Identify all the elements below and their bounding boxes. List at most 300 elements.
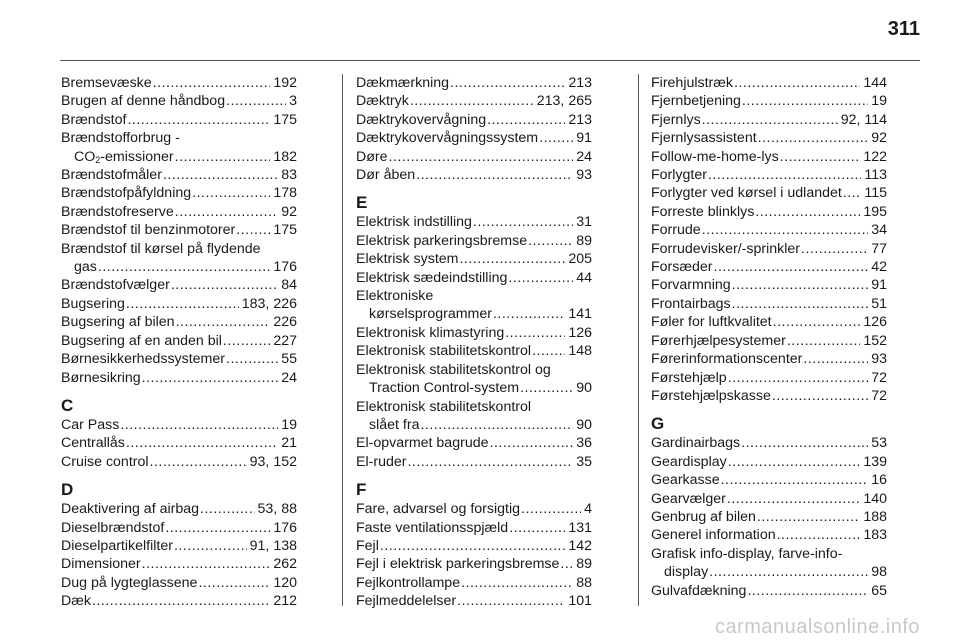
leader-dots	[560, 555, 573, 573]
index-entry-label	[74, 148, 174, 166]
index-entry-page: 93	[576, 167, 592, 184]
index-entry	[356, 416, 592, 434]
index-entry-label: Forvarmning	[651, 277, 731, 294]
index-entry	[61, 92, 297, 110]
index-entry-label: Forlygter	[651, 167, 707, 184]
index-entry	[61, 453, 297, 471]
index-entry-label: Fejlmeddelelser	[356, 593, 457, 610]
column-separator	[638, 74, 639, 606]
leader-dots	[843, 184, 862, 202]
index-entry	[356, 592, 592, 610]
index-entry-label: gas	[74, 259, 97, 276]
index-entry-page: 175	[273, 222, 297, 239]
label-subscript: 2	[95, 154, 101, 165]
section-letter: C	[61, 395, 74, 415]
index-entry-label: Gearvælger	[651, 490, 726, 507]
leader-dots	[192, 184, 270, 202]
index-entry-page: 144	[863, 75, 887, 91]
leader-dots	[728, 369, 869, 387]
index-entry-page: 175	[273, 111, 297, 128]
section-letter: F	[356, 480, 367, 500]
index-entry-page: 176	[273, 519, 297, 536]
index-entry-page: 31	[576, 214, 592, 231]
index-entry-label: Bremsevæske	[61, 75, 152, 91]
page-number: 311	[887, 18, 920, 40]
index-entry	[61, 500, 297, 518]
index-entry-page: 4	[584, 501, 592, 518]
leader-dots	[532, 342, 565, 360]
leader-dots	[142, 555, 271, 573]
leader-dots	[521, 500, 581, 518]
index-entry	[651, 387, 887, 405]
index-entry-label: Cruise control	[61, 453, 149, 470]
index-entry	[651, 74, 887, 92]
index-entry-label: Dækmærkning	[356, 75, 450, 91]
leader-dots	[171, 276, 278, 294]
leader-dots	[493, 305, 565, 323]
index-entry-label: Follow-me-home-lys	[651, 148, 779, 165]
index-entry-page: 89	[576, 232, 592, 249]
index-entry	[61, 555, 297, 573]
leader-dots	[120, 416, 278, 434]
index-entry	[651, 313, 887, 331]
index-entry	[61, 369, 297, 387]
index-column-3	[651, 74, 887, 600]
index-entry-label: Førerinformationscenter	[651, 351, 803, 368]
index-entry-label: Gardinairbags	[651, 435, 741, 452]
index-entry	[61, 166, 297, 184]
index-entry-page: 77	[871, 240, 887, 257]
leader-dots	[539, 129, 573, 147]
leader-dots	[198, 574, 270, 592]
index-entry-page: 92	[281, 203, 297, 220]
leader-dots	[473, 213, 573, 231]
index-entry-label: Elektronisk klimastyring	[356, 324, 505, 341]
index-entry-label: Forrudevisker/-sprinkler	[651, 240, 801, 257]
index-entry-page: 141	[568, 306, 592, 323]
index-entry-page: 19	[871, 93, 887, 110]
index-entry-page: 227	[273, 332, 297, 349]
index-entry-label: Centrallås	[61, 435, 125, 452]
index-entry	[61, 434, 297, 452]
leader-dots	[127, 111, 270, 129]
index-entry-label: Geardisplay	[651, 453, 727, 470]
index-entry-label: Brændstof	[61, 111, 127, 128]
leader-dots	[410, 92, 534, 110]
index-entry-page: 212	[273, 593, 297, 610]
index-entry-page: 188	[863, 508, 887, 525]
index-entry-page: 36	[576, 435, 592, 452]
leader-dots	[407, 453, 573, 471]
index-entry	[61, 592, 297, 610]
index-entry-page: 183	[863, 527, 887, 544]
index-entry-label: Dæk	[61, 593, 91, 610]
index-entry-label: Dør åben	[356, 167, 416, 184]
index-entry	[61, 276, 297, 294]
leader-dots	[714, 258, 869, 276]
index-entry	[61, 574, 297, 592]
index-entry	[651, 350, 887, 368]
leader-dots	[801, 240, 868, 258]
index-entry-page: 84	[281, 277, 297, 294]
index-entry	[356, 269, 592, 287]
index-entry	[651, 148, 887, 166]
index-entry-page: 42	[871, 259, 887, 276]
leader-dots	[727, 490, 860, 508]
index-entry	[651, 221, 887, 239]
index-entry-label: display	[664, 564, 709, 581]
leader-dots	[732, 295, 869, 313]
leader-dots	[755, 203, 860, 221]
index-entry	[61, 537, 297, 555]
index-entry	[651, 369, 887, 387]
index-entry-page: 51	[871, 295, 887, 312]
index-entry-page: 93, 152	[249, 453, 297, 470]
index-entry-label: kørselsprogrammer	[369, 306, 492, 323]
index-entry-page: 213, 265	[536, 93, 592, 110]
index-entry-page: 126	[568, 324, 592, 341]
index-entry-label: Bugsering af bilen	[61, 314, 175, 331]
index-entry	[356, 324, 592, 342]
leader-dots	[742, 92, 868, 110]
leader-dots	[728, 453, 861, 471]
index-entry	[651, 129, 887, 147]
index-entry-page: 139	[863, 453, 887, 470]
index-entry	[651, 332, 887, 350]
index-entry-page: 213	[568, 75, 592, 91]
index-entry-page: 53	[871, 435, 887, 452]
index-entry-label: El-ruder	[356, 453, 407, 470]
leader-dots	[773, 313, 861, 331]
index-entry-page: 148	[568, 343, 592, 360]
index-entry-label: Døre	[356, 148, 388, 165]
index-entry	[651, 166, 887, 184]
index-entry-page: 65	[871, 582, 887, 599]
index-entry-label: Børnesikkerhedssystemer	[61, 351, 225, 368]
index-entry	[356, 342, 592, 360]
index-entry-text: Brændstof til kørsel på flydende	[61, 240, 261, 257]
leader-dots	[459, 250, 565, 268]
index-entry	[356, 92, 592, 110]
leader-dots	[777, 526, 861, 544]
leader-dots	[702, 221, 869, 239]
index-entry-label: Elektrisk sædeindstilling	[356, 269, 508, 286]
index-entry-page: 92	[871, 130, 887, 147]
index-entry	[651, 258, 887, 276]
index-entry-page: 89	[576, 556, 592, 573]
index-entry	[61, 221, 297, 239]
index-entry	[356, 148, 592, 166]
index-entry-label: Bugsering af en anden bil	[61, 332, 222, 349]
index-entry	[356, 213, 592, 231]
index-entry-page: 183, 226	[241, 295, 297, 312]
index-entry-label: Fejl i elektrisk parkeringsbremse	[356, 556, 560, 573]
index-entry	[651, 276, 887, 294]
leader-dots	[741, 434, 868, 452]
index-entry-label: Brændstof til benzinmotorer	[61, 222, 236, 239]
index-entry	[651, 111, 887, 129]
leader-dots	[175, 148, 271, 166]
index-entry-page: 192	[273, 75, 297, 91]
index-entry-label: Gulvafdækning	[651, 582, 747, 599]
index-entry-page: 120	[273, 574, 297, 591]
index-entry-page: 72	[871, 387, 887, 404]
leader-dots	[732, 276, 869, 294]
index-entry-label: Dæktrykovervågningssystem	[356, 130, 539, 147]
index-entry-text: Brændstofforbrug -	[61, 130, 180, 147]
leader-dots	[457, 592, 565, 610]
index-entry	[356, 111, 592, 129]
index-column-1	[61, 74, 297, 611]
leader-dots	[758, 129, 869, 147]
leader-dots	[505, 324, 565, 342]
column-separator	[342, 74, 343, 606]
index-entry-page: 142	[568, 537, 592, 554]
index-entry	[61, 184, 297, 202]
leader-dots	[450, 74, 565, 92]
index-entry	[651, 203, 887, 221]
index-entry-label: Bugsering	[61, 295, 125, 312]
index-entry-label: Dimensioner	[61, 556, 141, 573]
index-entry	[356, 574, 592, 592]
index-entry-text: Elektronisk stabilitetskontrol og	[356, 361, 551, 378]
index-entry-label: Faste ventilationsspjæld	[356, 519, 509, 536]
index-entry	[61, 148, 297, 166]
index-entry-label: Firehjulstræk	[651, 75, 733, 91]
index-entry-page: 91	[871, 277, 887, 294]
leader-dots	[174, 537, 247, 555]
index-entry-label: Brændstofpåfyldning	[61, 185, 192, 202]
leader-dots	[803, 350, 868, 368]
leader-dots	[709, 563, 868, 581]
index-entry-label: Brændstofreserve	[61, 203, 174, 220]
index-entry-label: Gearkasse	[651, 472, 720, 489]
leader-dots	[163, 166, 278, 184]
index-entry-label: Føler for luftkvalitet	[651, 314, 772, 331]
index-entry-label: Fare, advarsel og forsigtig	[356, 501, 521, 518]
leader-dots	[420, 416, 573, 434]
section-letter: D	[61, 480, 74, 500]
index-entry-label: Dieselpartikelfilter	[61, 537, 173, 554]
index-entry-page: 91	[576, 130, 592, 147]
index-entry-page: 72	[871, 369, 887, 386]
index-entry-label: Car Pass	[61, 416, 120, 433]
index-entry-label: Forsæder	[651, 259, 713, 276]
index-entry-page: 205	[568, 251, 592, 268]
index-entry-label: Forlygter ved kørsel i udlandet	[651, 185, 842, 202]
leader-dots	[92, 592, 270, 610]
index-entry	[356, 305, 592, 323]
index-entry-label: Børnesikring	[61, 369, 141, 386]
leader-dots	[702, 111, 838, 129]
leader-dots	[126, 295, 239, 313]
index-entry	[356, 555, 592, 573]
index-column-2	[356, 74, 592, 611]
index-entry-page: 98	[871, 564, 887, 581]
section-letter: E	[356, 193, 368, 213]
index-entry	[651, 563, 887, 581]
index-entry-label: Brugen af denne håndbog	[61, 93, 226, 110]
index-entry	[356, 453, 592, 471]
index-entry	[651, 453, 887, 471]
index-entry	[356, 166, 592, 184]
index-entry	[61, 295, 297, 313]
index-entry-text: Elektronisk stabilitetskontrol	[356, 398, 532, 415]
index-entry-page: 262	[273, 556, 297, 573]
leader-dots	[508, 269, 573, 287]
leader-dots	[490, 434, 574, 452]
index-entry	[651, 295, 887, 313]
index-entry-label: Forrude	[651, 222, 701, 239]
index-entry-page: 131	[568, 519, 592, 536]
index-entry-label: slået fra	[369, 416, 420, 433]
leader-dots	[757, 508, 860, 526]
index-entry	[356, 74, 592, 92]
leader-dots	[380, 537, 565, 555]
leader-dots	[98, 258, 270, 276]
index-entry-page: 213	[568, 111, 592, 128]
index-entry	[651, 92, 887, 110]
index-entry	[61, 258, 297, 276]
index-entry	[356, 129, 592, 147]
index-entry-label: Dæktryk	[356, 93, 409, 110]
index-entry	[61, 332, 297, 350]
leader-dots	[787, 332, 861, 350]
index-entry-label: Frontairbags	[651, 295, 731, 312]
leader-dots	[153, 74, 271, 92]
leader-dots	[236, 221, 270, 239]
index-entry-page: 92, 114	[840, 111, 887, 128]
index-entry-label: Elektrisk parkeringsbremse	[356, 232, 528, 249]
index-entry-page: 19	[281, 416, 297, 433]
index-entry-label: Brændstofvælger	[61, 277, 170, 294]
index-entry-page: 44	[576, 269, 592, 286]
index-entry	[356, 434, 592, 452]
index-entry	[356, 232, 592, 250]
index-entry-label: Fejlkontrollampe	[356, 574, 461, 591]
index-entry	[356, 519, 592, 537]
index-entry-page: 16	[871, 472, 887, 489]
index-entry-page: 226	[273, 314, 297, 331]
index-entry-text: Grafisk info-display, farve-info-	[651, 545, 843, 562]
index-entry-label: Førstehjælp	[651, 369, 727, 386]
index-entry-label: Traction Control-system	[369, 380, 520, 397]
index-entry-label: Elektrisk system	[356, 251, 459, 268]
index-entry	[651, 471, 887, 489]
index-entry	[61, 313, 297, 331]
index-entry-page: 122	[863, 148, 887, 165]
label-part: CO	[74, 148, 96, 165]
leader-dots	[520, 379, 573, 397]
index-entry	[651, 184, 887, 202]
index-entry-page: 152	[863, 332, 887, 349]
index-entry-page: 140	[863, 490, 887, 507]
leader-dots	[416, 166, 573, 184]
index-entry	[651, 434, 887, 452]
index-entry-label: Elektrisk indstilling	[356, 214, 472, 231]
index-entry	[61, 74, 297, 92]
leader-dots	[780, 148, 861, 166]
index-entry-label: Dieselbrændstof	[61, 519, 165, 536]
leader-dots	[734, 74, 860, 92]
leader-dots	[176, 313, 271, 331]
index-entry-page: 55	[281, 351, 297, 368]
index-entry-label: El-opvarmet bagrude	[356, 435, 489, 452]
index-entry-label: Genbrug af bilen	[651, 508, 756, 525]
index-entry-page: 90	[576, 416, 592, 433]
index-entry-page: 24	[576, 148, 592, 165]
section-letter: G	[651, 414, 665, 434]
index-entry-page: 35	[576, 453, 592, 470]
label-part: -emissioner	[100, 148, 174, 165]
index-entry-page: 21	[281, 435, 297, 452]
index-entry-page: 182	[273, 148, 297, 165]
index-entry-label: Dæktrykovervågning	[356, 111, 487, 128]
index-entry	[356, 250, 592, 268]
watermark: carmanualsonline.info	[714, 616, 920, 638]
header-rule	[60, 60, 920, 61]
leader-dots	[175, 203, 278, 221]
leader-dots	[126, 434, 278, 452]
leader-dots	[150, 453, 247, 471]
index-entry-page: 195	[863, 203, 887, 220]
index-entry	[651, 240, 887, 258]
index-entry-page: 34	[871, 222, 887, 239]
index-entry-label: Fejl	[356, 537, 379, 554]
index-entry-page: 115	[864, 185, 887, 202]
index-entry	[61, 111, 297, 129]
index-entry-text: Elektroniske	[356, 288, 434, 305]
index-entry-page: 91, 138	[249, 537, 297, 554]
index-entry-page: 176	[273, 259, 297, 276]
index-entry-page: 24	[281, 369, 297, 386]
index-entry-page: 178	[273, 185, 297, 202]
index-entry	[651, 508, 887, 526]
leader-dots	[772, 387, 868, 405]
leader-dots	[165, 519, 270, 537]
index-entry	[356, 500, 592, 518]
leader-dots	[509, 519, 565, 537]
index-entry-page: 90	[576, 380, 592, 397]
index-entry-label: Deaktivering af airbag	[61, 501, 200, 518]
index-entry-label: Elektronisk stabilitetskontrol	[356, 343, 532, 360]
leader-dots	[389, 148, 574, 166]
index-entry-label: Førstehjælpskasse	[651, 387, 771, 404]
index-entry	[651, 490, 887, 508]
index-entry	[61, 203, 297, 221]
index-entry-label: Dug på lygteglassene	[61, 574, 198, 591]
index-entry-label: Forreste blinklys	[651, 203, 755, 220]
index-entry-label: Generel information	[651, 527, 776, 544]
index-entry-page: 126	[863, 314, 887, 331]
index-entry-page: 93	[871, 351, 887, 368]
index-entry-page: 83	[281, 167, 297, 184]
index-entry-page: 88	[576, 574, 592, 591]
index-entry	[61, 350, 297, 368]
leader-dots	[721, 471, 869, 489]
index-entry-page: 113	[864, 167, 887, 184]
index-entry	[61, 416, 297, 434]
index-entry-label: Fjernlys	[651, 111, 701, 128]
index-entry-label: Fjernlysassistent	[651, 130, 757, 147]
leader-dots	[226, 350, 278, 368]
index-entry-page: 101	[568, 593, 592, 610]
leader-dots	[487, 111, 565, 129]
index-entry	[651, 526, 887, 544]
leader-dots	[223, 332, 270, 350]
leader-dots	[226, 92, 286, 110]
index-entry	[61, 519, 297, 537]
